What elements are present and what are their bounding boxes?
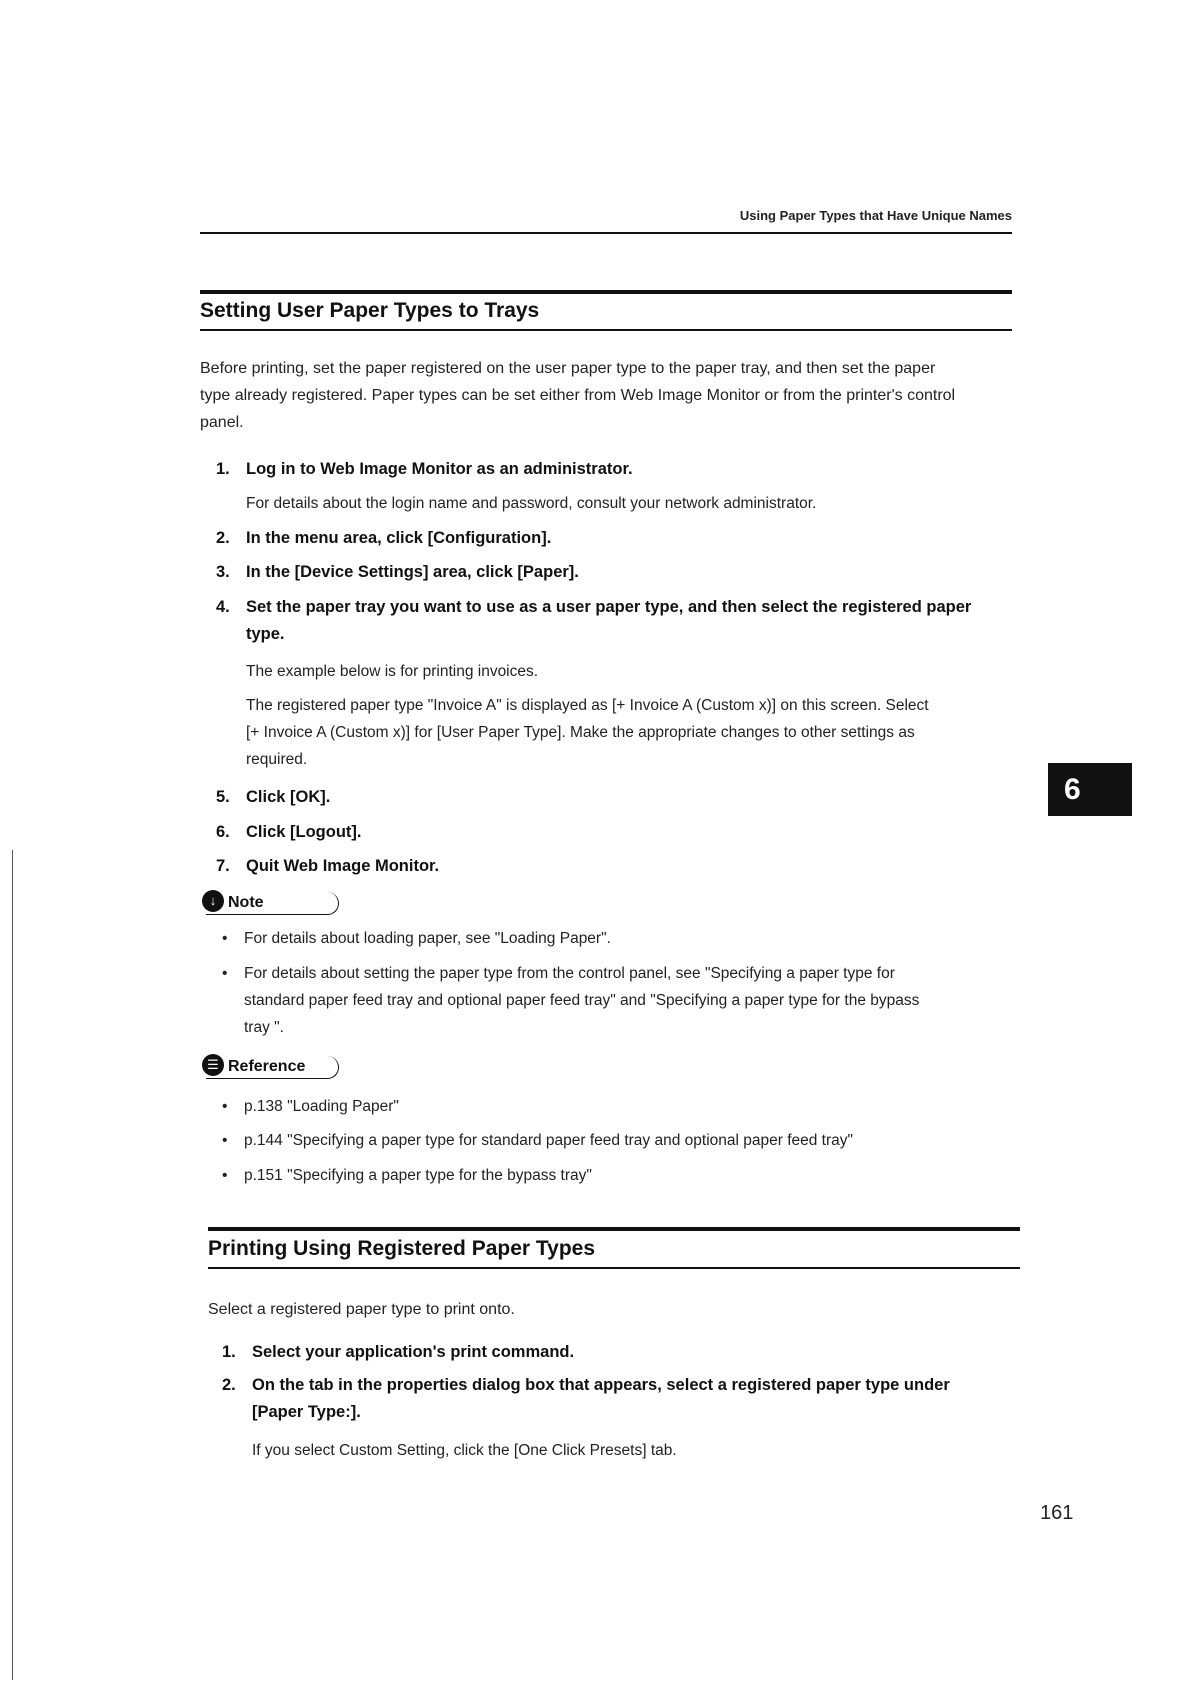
step-4-example: The example below is for printing invoices. [246, 663, 539, 680]
step-2-detail: If you select Custom Setting, click the [One Click Presets] tab. [252, 1442, 677, 1459]
step-number: 1. [222, 1343, 236, 1361]
step-4 [216, 594, 1046, 648]
reference-item [222, 1127, 1042, 1154]
step-4-detail [246, 692, 1046, 773]
note-callout [206, 892, 339, 915]
step-1 [216, 456, 1036, 483]
note-item [222, 925, 1042, 952]
step-number: 7. [216, 857, 230, 875]
step-number: 4. [216, 598, 230, 616]
running-header: Using Paper Types that Have Unique Names [739, 208, 1012, 223]
reference-item [222, 1093, 1042, 1120]
bullet-icon: • [222, 1167, 228, 1184]
step-text: In the [Device Settings] area, click [Paper]. [246, 563, 579, 581]
step-7 [216, 853, 1036, 880]
note-item-line: For details about setting the paper type from the control panel, see "Specifying a paper type for [244, 965, 895, 982]
step-number: 2. [222, 1376, 236, 1394]
step-text: Quit Web Image Monitor. [246, 857, 440, 875]
section-intro: Select a registered paper type to print onto. [208, 1301, 515, 1318]
reference-icon: ☰ [202, 1054, 224, 1076]
detail-line: The registered paper type "Invoice A" is displayed as [+ Invoice A (Custom x)] on this screen. Select [246, 697, 929, 714]
step-text: Log in to Web Image Monitor as an administrator. [246, 460, 633, 478]
step-text: Click [OK]. [246, 788, 331, 806]
section-bottom-rule [208, 1267, 1020, 1269]
step-number: 6. [216, 823, 230, 841]
note-item-line: tray ". [244, 1019, 284, 1036]
intro-line: panel. [200, 414, 244, 431]
note-icon: ↓ [202, 890, 224, 912]
note-item [222, 960, 1052, 1041]
step-1 [222, 1339, 1042, 1366]
reference-link: p.144 "Specifying a paper type for standard paper feed tray and optional paper feed tray" [244, 1132, 854, 1149]
reference-item [222, 1162, 1042, 1189]
step-5 [216, 784, 1036, 811]
page-number: 161 [1040, 1502, 1074, 1524]
section-top-rule [208, 1227, 1020, 1231]
section-bottom-rule [200, 329, 1012, 331]
step-text-line: On the tab in the properties dialog box that appears, select a registered paper type under [252, 1376, 950, 1394]
step-number: 3. [216, 563, 230, 581]
section-title: Setting User Paper Types to Trays [200, 299, 540, 322]
chapter-tab: 6 [1048, 763, 1132, 816]
note-item-line: standard paper feed tray and optional paper feed tray" and "Specifying a paper type for the bypass [244, 992, 920, 1009]
bullet-icon: • [222, 965, 228, 982]
reference-link: p.138 "Loading Paper" [244, 1098, 399, 1115]
scan-edge-line [12, 850, 13, 1680]
step-text-line: [Paper Type:]. [252, 1403, 361, 1421]
step-text-line: type. [246, 625, 285, 643]
step-text: In the menu area, click [Configuration]. [246, 529, 552, 547]
step-3 [216, 559, 1036, 586]
step-number: 5. [216, 788, 230, 806]
reference-link: p.151 "Specifying a paper type for the bypass tray" [244, 1167, 592, 1184]
header-rule [200, 232, 1012, 234]
intro-line: type already registered. Paper types can be set either from Web Image Monitor or from the printer's control [200, 387, 956, 404]
step-text-line: Set the paper tray you want to use as a user paper type, and then select the registered paper [246, 598, 972, 616]
detail-line: required. [246, 751, 308, 768]
step-1-detail: For details about the login name and password, consult your network administrator. [246, 495, 817, 512]
step-number: 1. [216, 460, 230, 478]
detail-line: [+ Invoice A (Custom x)] for [User Paper Type]. Make the appropriate changes to other settings as [246, 724, 915, 741]
reference-callout [206, 1056, 339, 1079]
note-item-text: For details about loading paper, see "Loading Paper". [244, 930, 611, 947]
step-2 [222, 1372, 1052, 1426]
step-6 [216, 819, 1036, 846]
section-top-rule [200, 290, 1012, 294]
step-number: 2. [216, 529, 230, 547]
bullet-icon: • [222, 1098, 228, 1115]
section-intro [200, 355, 1030, 436]
intro-line: Before printing, set the paper registered on the user paper type to the paper tray, and then set the paper [200, 360, 936, 377]
bullet-icon: • [222, 930, 228, 947]
step-2 [216, 525, 1036, 552]
section-title: Printing Using Registered Paper Types [208, 1237, 596, 1260]
note-label: Note [228, 894, 264, 911]
reference-label: Reference [228, 1058, 306, 1075]
step-text: Select your application's print command. [252, 1343, 575, 1361]
step-text: Click [Logout]. [246, 823, 362, 841]
bullet-icon: • [222, 1132, 228, 1149]
